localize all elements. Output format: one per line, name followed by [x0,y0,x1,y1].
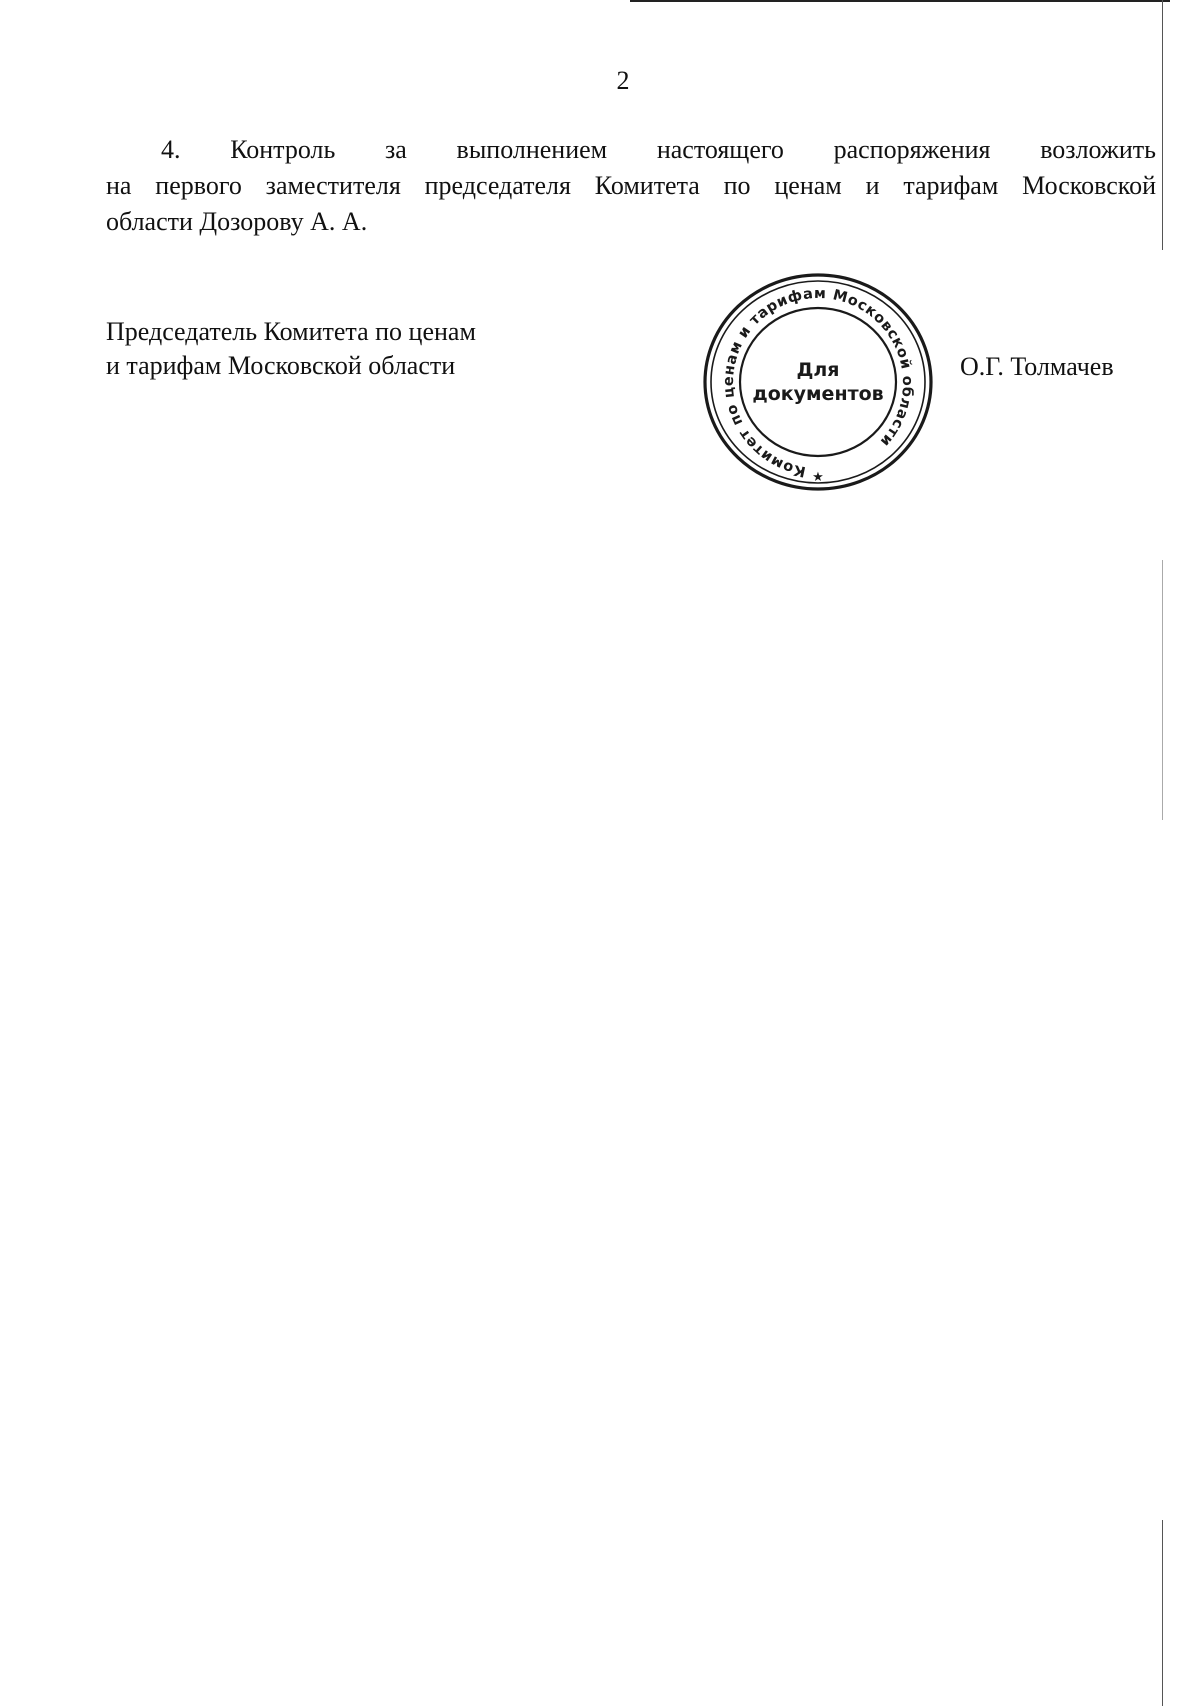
control-paragraph [106,132,1156,240]
stamp-star-icon: ★ [812,470,824,485]
paragraph-line: области Дозорову А. А. [106,207,368,236]
paragraph-line: на первого заместителя председателя Комитета по ценам и тарифам Московской [106,171,1156,200]
page-number: 2 [616,66,630,95]
stamp-second-ring [711,281,925,483]
signer-title-line: Председатель Комитета по ценам [106,317,476,346]
scan-artifact-right-edge [1162,0,1163,250]
stamp-center-line-2: документов [752,383,884,405]
signer-name: О.Г. Толмачев [960,352,1114,381]
scan-artifact-top-line [630,0,1170,2]
stamp-inner-ring [740,308,896,456]
scan-artifact-right-edge [1162,560,1163,820]
official-stamp [702,272,934,492]
scan-artifact-right-edge [1162,1520,1163,1706]
signer-title-line: и тарифам Московской области [106,351,456,380]
signer-title [106,315,626,383]
paragraph-line: 4. Контроль за выполнением настоящего распоряжения возложить [161,135,1156,164]
stamp-ring-textpath: Комитет по ценам и тарифам Московской области [720,285,916,480]
stamp-center-line-1: Для [796,359,840,381]
